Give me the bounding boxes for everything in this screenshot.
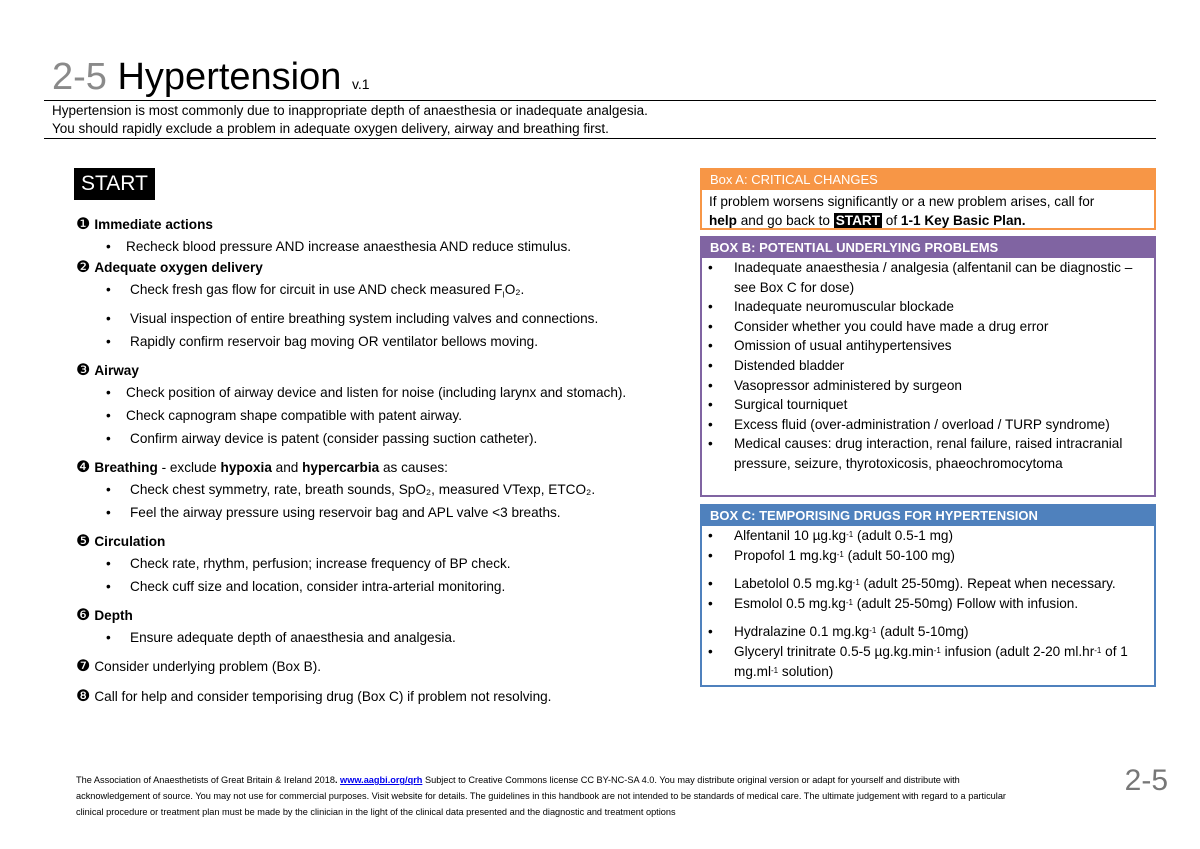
list-item: [76, 381, 686, 404]
list-item: [76, 427, 686, 450]
item-text: Visual inspection of entire breathing system including valves and connections.: [130, 310, 599, 326]
step-number: ❺: [76, 532, 91, 550]
superscript: -1: [846, 530, 854, 539]
list-item: [76, 307, 686, 330]
box-a-header: Box A: CRITICAL CHANGES: [702, 170, 1154, 190]
list-item: [76, 501, 686, 524]
item-text: Confirm airway device is patent (consider passing suction catheter).: [130, 430, 538, 446]
website-link[interactable]: www.aagbi.org/qrh: [340, 775, 423, 785]
item-text: (adult 5-10mg): [876, 624, 969, 640]
bullet: •: [708, 643, 713, 659]
item-text: Surgical tourniquet: [734, 397, 848, 413]
item-text: Medical causes: drug interaction, renal failure, raised intracranial pressure, seizure, thyrotoxicosis, phaeochromocytoma: [734, 436, 1123, 471]
box-c-list: [702, 526, 1154, 681]
step-title: Depth: [94, 607, 133, 623]
step-title: [94, 458, 448, 478]
bullet: •: [708, 547, 713, 563]
bullet: •: [708, 338, 713, 354]
superscript: -1: [845, 597, 853, 607]
drug-item: [702, 642, 1150, 681]
spacer: [702, 565, 1150, 574]
bullet: •: [106, 629, 111, 645]
item-text: Check capnogram shape compatible with patent airway.: [126, 407, 462, 423]
superscript: -1: [933, 645, 941, 655]
bullet: •: [106, 333, 111, 349]
superscript: -1: [836, 549, 844, 559]
bullet: •: [708, 318, 713, 334]
item-text: Ensure adequate depth of anaesthesia and analgesia.: [130, 629, 456, 645]
bullet: •: [106, 578, 111, 594]
box-b-header: BOX B: POTENTIAL UNDERLYING PROBLEMS: [702, 238, 1154, 258]
footer-license: [76, 772, 1016, 820]
item-text: Vasopressor administered by surgeon: [734, 377, 962, 393]
title-text: as causes:: [379, 459, 448, 475]
bullet: •: [708, 397, 713, 413]
list-item: [76, 278, 686, 307]
title-text: - exclude: [157, 459, 221, 475]
bullet: •: [106, 407, 111, 423]
list-item: [76, 235, 686, 258]
subscript: I: [502, 290, 505, 300]
bullet: •: [708, 416, 713, 432]
drug-item: [702, 526, 1150, 546]
intro-line-2: You should rapidly exclude a problem in adequate oxygen delivery, airway and breathing first.: [52, 121, 609, 136]
list-item: [702, 376, 1150, 396]
list-item: [76, 626, 686, 649]
bullet: •: [106, 555, 111, 571]
footer-text: Subject to Creative Commons license CC BY-NC-SA 4.0. You may distribute original version or adapt for yourself and distribute with acknowledgement of source. You may not use for commercial purposes. Visit website for details. The guidelines in this handbook are not intended to be standards of medical care. The ultimate judgement with regard to a particular clinical procedure or treatment plan must be made by the clinician in the light of the clinical data presented and the diagnostic and treatment options: [76, 775, 1006, 817]
bullet: •: [106, 384, 111, 400]
title-text: and: [271, 459, 303, 475]
list-item: [76, 575, 686, 598]
box-a-text: and go back to: [736, 213, 834, 228]
spacer: [702, 613, 1150, 622]
list-item: [702, 434, 1150, 473]
bullet: •: [106, 504, 111, 520]
item-text: Inadequate anaesthesia / analgesia (alfentanil can be diagnostic – see Box C for dose): [734, 260, 1133, 295]
item-text: Check chest symmetry, rate, breath sounds, SpO₂, measured VTexp, ETCO₂.: [130, 481, 596, 497]
bullet: •: [106, 282, 111, 297]
list-item: [76, 404, 686, 427]
item-text: Check fresh gas flow for circuit in use AND check measured F: [130, 282, 503, 297]
step-title: Circulation: [94, 533, 166, 549]
item-text: Check rate, rhythm, perfusion; increase frequency of BP check.: [130, 555, 511, 571]
list-item: [702, 336, 1150, 356]
step-number: ❸: [76, 361, 91, 379]
list-item: [76, 330, 686, 353]
list-item: [76, 552, 686, 575]
item-text: of 1 mg.ml: [734, 643, 1128, 679]
start-badge: START: [74, 168, 155, 200]
superscript: -1: [852, 578, 860, 588]
step-2: [76, 258, 686, 278]
superscript: -1: [1094, 645, 1102, 655]
item-text: (adult 0.5-1 mg): [853, 528, 953, 543]
bullet: •: [708, 595, 713, 611]
drug-item: [702, 594, 1150, 614]
item-text: (adult 25-50mg). Repeat when necessary.: [859, 576, 1116, 592]
item-text: Distended bladder: [734, 357, 845, 373]
list-item: [702, 258, 1150, 297]
item-text: Inadequate neuromuscular blockade: [734, 299, 954, 315]
intro-line-1: Hypertension is most commonly due to inappropriate depth of anaesthesia or inadequate analgesia.: [52, 103, 648, 118]
list-item: [702, 356, 1150, 376]
step-title-bold: Breathing: [94, 459, 158, 475]
step-number: ❷: [76, 259, 91, 276]
item-text: Check cuff size and location, consider intra-arterial monitoring.: [130, 578, 506, 594]
list-item: [702, 317, 1150, 337]
step-number: ❹: [76, 458, 91, 476]
bullet: •: [106, 239, 111, 254]
item-text: Labetolol 0.5 mg.kg: [734, 576, 853, 592]
box-a-text: of: [882, 213, 901, 228]
section-number: 2-5: [52, 56, 107, 98]
step-text: Call for help and consider temporising drug (Box C) if problem not resolving.: [94, 688, 552, 704]
list-item: [702, 415, 1150, 435]
item-text: Feel the airway pressure using reservoir bag and APL valve <3 breaths.: [130, 504, 561, 520]
superscript: -1: [869, 626, 877, 636]
help-text: help: [709, 213, 737, 228]
bullet: •: [708, 260, 713, 275]
footer-text: The Association of Anaesthetists of Great Britain & Ireland 2018: [76, 775, 335, 785]
footer-text: .: [334, 775, 341, 785]
bullet: •: [106, 430, 111, 446]
action-steps: [76, 215, 686, 707]
item-text: Esmolol 0.5 mg.kg: [734, 595, 846, 611]
item-text: (adult 25-50mg) Follow with infusion.: [852, 595, 1079, 611]
plan-reference: 1-1 Key Basic Plan.: [900, 213, 1026, 228]
step-8: [76, 687, 686, 707]
drug-item: [702, 574, 1150, 594]
item-text: Alfentanil 10 µg.kg: [734, 528, 847, 543]
drug-item: [702, 622, 1150, 642]
step-7: [76, 657, 686, 677]
step-number: ❽: [76, 687, 91, 705]
box-b-list: [702, 258, 1154, 474]
step-title: Adequate oxygen delivery: [94, 260, 263, 275]
step-1: [76, 215, 686, 235]
list-item: [702, 297, 1150, 317]
bullet: •: [106, 481, 111, 497]
box-a-critical-changes: [700, 168, 1156, 230]
step-number: ❻: [76, 606, 91, 624]
step-number: ❼: [76, 657, 91, 675]
box-b-underlying-problems: [700, 236, 1156, 497]
bullet: •: [708, 377, 713, 393]
hypoxia-text: hypoxia: [220, 459, 272, 475]
item-text: Propofol 1 mg.kg: [734, 547, 837, 563]
intro-divider: [44, 138, 1156, 139]
bullet: •: [708, 528, 713, 543]
step-text: Consider underlying problem (Box B).: [94, 658, 322, 674]
step-title: Airway: [94, 362, 139, 378]
bullet: •: [708, 436, 713, 452]
version-label: v.1: [351, 76, 370, 92]
list-item: [76, 478, 686, 501]
item-text: Rapidly confirm reservoir bag moving OR ventilator bellows moving.: [130, 333, 538, 349]
step-6: [76, 606, 686, 626]
step-5: [76, 532, 686, 552]
box-a-text: If problem worsens significantly or a new problem arises, call for: [709, 194, 1095, 209]
box-c-temporising-drugs: [700, 504, 1156, 687]
item-text: Glyceryl trinitrate 0.5-5 µg.kg.min: [734, 643, 934, 659]
hypercarbia-text: hypercarbia: [302, 459, 380, 475]
superscript: -1: [771, 665, 779, 675]
item-text: Check position of airway device and listen for noise (including larynx and stomach).: [126, 384, 627, 400]
bullet: •: [708, 576, 713, 592]
start-inline-badge: START: [835, 213, 881, 228]
box-c-header: BOX C: TEMPORISING DRUGS FOR HYPERTENSION: [702, 506, 1154, 526]
item-text: Recheck blood pressure AND increase anaesthesia AND reduce stimulus.: [126, 239, 572, 254]
box-a-body: [702, 190, 1154, 232]
item-text: Consider whether you could have made a drug error: [734, 318, 1049, 334]
page-number: 2-5: [1124, 764, 1168, 797]
bullet: •: [708, 299, 713, 315]
list-item: [702, 395, 1150, 415]
step-4: [76, 458, 686, 478]
bullet: •: [708, 357, 713, 373]
step-title: Immediate actions: [94, 217, 213, 232]
bullet: •: [106, 310, 111, 326]
title-divider: [44, 100, 1156, 101]
bullet: •: [708, 624, 713, 640]
drug-item: [702, 546, 1150, 566]
title-text: Hypertension: [117, 56, 342, 98]
item-text: Omission of usual antihypertensives: [734, 338, 952, 354]
item-text: (adult 50-100 mg): [843, 547, 955, 563]
step-number: ❶: [76, 216, 91, 233]
step-3: [76, 361, 686, 381]
item-text: solution): [778, 663, 834, 679]
item-text: Excess fluid (over-administration / overload / TURP syndrome): [734, 416, 1110, 432]
item-text: Hydralazine 0.1 mg.kg: [734, 624, 870, 640]
item-text: O₂.: [504, 282, 525, 297]
intro-text: [52, 102, 648, 138]
item-text: infusion (adult 2-20 ml.hr: [940, 643, 1095, 659]
